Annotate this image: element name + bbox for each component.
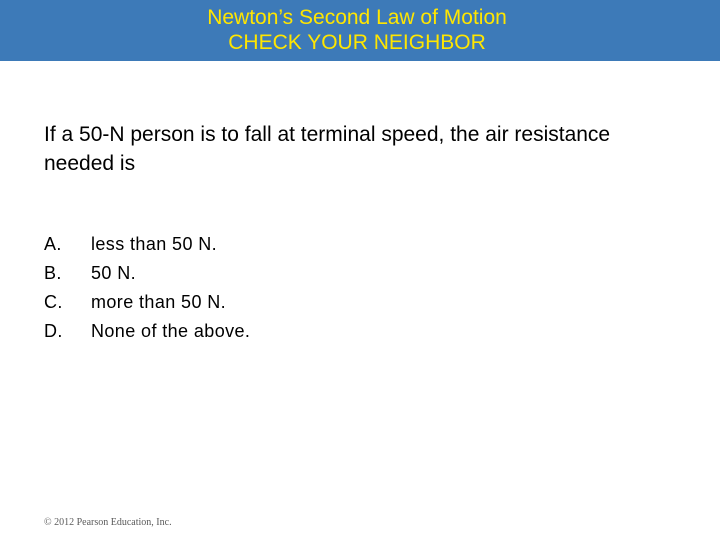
choice-d-text: None of the above. [91, 321, 251, 341]
question-text: If a 50-N person is to fall at terminal speed, the air resistance needed is [44, 123, 611, 175]
copyright-notice: © 2012 Pearson Education, Inc. [44, 517, 172, 528]
choice-d-letter: D. [44, 321, 63, 341]
choice-b-text: 50 N. [91, 263, 137, 283]
slide-title-line-1: Newton’s Second Law of Motion [207, 6, 507, 29]
choice-a-letter: A. [44, 234, 62, 254]
choice-b [44, 259, 250, 288]
choice-a [44, 230, 250, 259]
choice-c-text: more than 50 N. [91, 292, 227, 312]
choice-c-letter: C. [44, 292, 63, 312]
slide-title-line-2: CHECK YOUR NEIGHBOR [228, 31, 486, 54]
choice-c [44, 288, 250, 317]
choice-b-letter: B. [44, 263, 62, 283]
answer-choices [44, 230, 250, 346]
title-bar [0, 0, 720, 61]
slide-title [0, 5, 720, 55]
choice-d [44, 317, 250, 346]
choice-a-text: less than 50 N. [91, 234, 218, 254]
